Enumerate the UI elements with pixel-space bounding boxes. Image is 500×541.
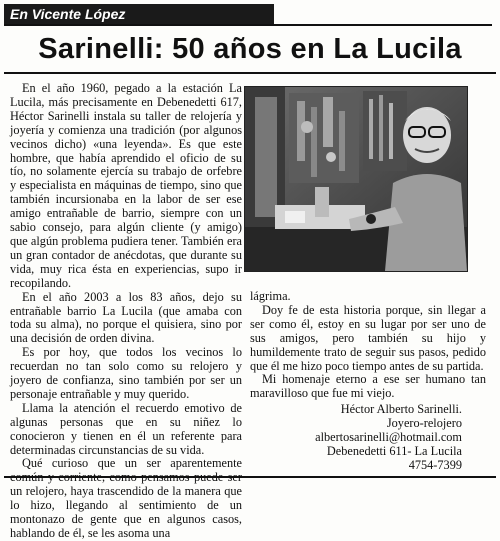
section-label: En Vicente López [4,4,274,24]
watchmaker-photo [244,86,468,272]
section-header [4,4,492,26]
paragraph: Qué curioso que un ser aparentemente común y corriente, como pensamos puede ser un relojero, haya trascendido de la manera que lo hizo, llegando al sentimiento de un montonazo de gente que en algunos casos, hablando de él, se les asoma una [10,456,242,540]
paragraph: Es por hoy, que todos los vecinos lo recuerdan no tan solo como su relojero y joyero de confianza, sino también por ser un personaje entrañable y muy querido. [10,345,242,401]
paragraph: Llama la atención el recuerdo emotivo de algunas personas que en su niñez lo conocieron y tienen en él un referente para determinadas circunstancias de su vida. [10,400,242,457]
author-address: Debenedetti 611- La Lucila [326,444,462,458]
author-email: albertosarinelli@hotmail.com [315,430,462,444]
author-phone: 4754-7399 [408,458,462,472]
headline-rule [4,72,496,74]
headline: Sarinelli: 50 años en La Lucila [38,33,462,65]
author-name: Héctor Alberto Sarinelli. [340,402,462,416]
bottom-rule [4,476,496,478]
article-left-column [10,82,242,541]
paragraph: En el año 1960, pegado a la estación La Lucila, más precisamente en Debenedetti 617, Héctor Sarinelli instala su taller de relojería y joyería y comienza una tradición (por algunos vecinos dicho) «una leyenda». Es que este hombre, que había aprendido el oficio de su tío, no solamente ejercía su trabajo de orfebre y especialista en máquinas de tiempo, sino que también incursionaba en la labor de ser ese amigo entrañable de barrio, siempre con un sabio consejo, para algún cliente (y amigo) que algún problema pudiera tener. También era un gran contador de anécdotas, que durante su vida, muy rica ésta en experiencias, supo ir recopilando. [10,81,242,290]
paragraph: lágrima. [250,289,291,303]
author-signature [262,402,462,472]
author-role: Joyero-relojero [386,416,462,430]
paragraph: En el año 2003 a los 83 años, dejo su entrañable barrio La Lucila (que amaba con toda su alma), no porque el quisiera, sino por una decisión de orden divina. [10,289,242,346]
paragraph: Doy fe de esta historia porque, sin llegar a ser como él, estoy en su lugar por ser uno de sus amigos, pero también su hijo y humildemente trato de seguir sus pasos, pedido que él me hizo poco tiempo antes de su partida. [250,302,486,373]
paragraph: Mi homenaje eterno a ese ser humano tan maravilloso que fue mi viejo. [250,372,486,401]
article-right-column [250,290,486,401]
